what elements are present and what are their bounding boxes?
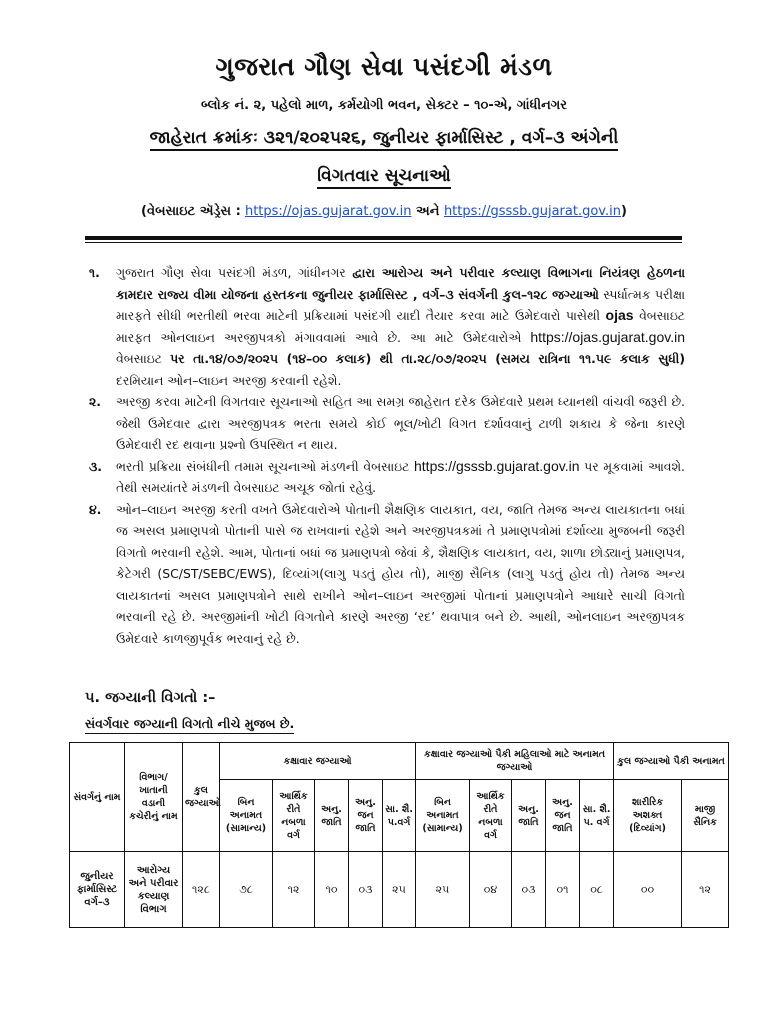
page-title: ગુજરાત ગૌણ સેવા પસંદગી મંડળ bbox=[215, 52, 553, 81]
table-row bbox=[70, 852, 729, 928]
col-total: કુલ જગ્યાઓ bbox=[183, 743, 220, 852]
col-sc: અનુ. જાતિ bbox=[315, 780, 349, 852]
ojas-url: https://ojas.gujarat.gov.in bbox=[530, 328, 685, 345]
cell-women-sc: ૦૩ bbox=[512, 852, 546, 928]
col-st: અનુ. જન જાતિ bbox=[349, 780, 383, 852]
col-women-general: બિન અનામત (સામાન્ય) bbox=[416, 780, 470, 852]
instruction-number: ૪. bbox=[89, 501, 102, 517]
cell-disabled: ૦૦ bbox=[614, 852, 682, 928]
instruction-text: સ્પર્ધાત્મક પરીક્ષા મારફતે સીધી ભરતીથી ભરવા માટેની પ્રક્રિયામાં પસંદગી યાદી તૈયાર કરવા માટે ઉમેદવારો પાસેથી bbox=[116, 286, 685, 323]
ojas-term: ojas bbox=[605, 307, 634, 323]
website-prefix: (વેબસાઇટ ઍડ્રેસ : bbox=[141, 204, 241, 219]
col-women-sc: અનુ. જાતિ bbox=[512, 780, 546, 852]
cell-department: આરોગ્ય અને પરીવાર કલ્યાણ વિભાગ bbox=[125, 852, 183, 928]
cell-total: ૧૨૮ bbox=[183, 852, 220, 928]
instruction-text: પર મૂકવામાં આવશે. તેથી સમયાંતરે મંડળની વેબસાઇટ અચૂક જોતાં રહેવું. bbox=[116, 458, 685, 495]
col-sebc: સા. શૈ. પ.વર્ગ bbox=[383, 780, 416, 852]
instruction-text: ગુજરાત ગૌણ સેવા પસંદગી મંડળ, ગાંધીનગર bbox=[116, 265, 353, 280]
col-ews: આર્થિક રીતે નબળા વર્ગ bbox=[273, 780, 315, 852]
cell-ews: ૧૨ bbox=[273, 852, 315, 928]
instruction-number: ૧. bbox=[89, 265, 100, 280]
notice-title-text: જાહેરાત ક્રમાંકઃ ૩૨૧/૨૦૨૫૨૬, જુનીયર ફાર્માસિસ્ટ , વર્ગ–૩ અંગેની bbox=[150, 128, 619, 151]
col-department: વિભાગ/ ખાતાની વડાની કચેરીનું નામ bbox=[125, 743, 183, 852]
instruction-text: અરજી કરવા માટેની વિગતવાર સૂચનાઓ સહિત આ સમગ્ર જાહેરાત દરેક ઉમેદવારે પ્રથમ ધ્યાનથી વાંચવી જરૂરી છે. જેથી ઉમેદવાર દ્વારા અરજીપત્રક ભરતા સમયે કોઈ ભૂલ/ખોટી વિગત દર્શાવવાનું ટાળી શકાય કે જેના કારણે ઉમેદવારી રદ થવાના પ્રશ્નો ઉપસ્થિત ન થાય. bbox=[116, 394, 685, 452]
application-dates: પર તા.૧૪/૦૭/૨૦૨૫ (૧૪–૦૦ કલાક) થી તા.૨૮/૦૭/૨૦૨૫ (સમય રાત્રિના ૧૧.૫૯ કલાક સુધી) bbox=[170, 351, 685, 366]
col-ex-servicemen: માજી સૈનિક bbox=[682, 780, 729, 852]
gsssb-url: https://gsssb.gujarat.gov.in bbox=[414, 457, 580, 474]
instruction-number: ૩. bbox=[89, 458, 102, 474]
website-suffix: ) bbox=[620, 204, 627, 219]
cell-sc: ૧૦ bbox=[315, 852, 349, 928]
cell-women-sebc: ૦૮ bbox=[580, 852, 614, 928]
divider-thin bbox=[85, 242, 682, 243]
section-heading: ૫. જગ્યાની વિગતો :– bbox=[85, 690, 216, 706]
instruction-4 bbox=[85, 499, 685, 650]
instruction-text: દરમિયાન ઓન–લાઇન અરજી કરવાની રહેશે. bbox=[116, 372, 342, 388]
cell-women-general: ૨૫ bbox=[416, 852, 470, 928]
divider-thick bbox=[85, 236, 682, 240]
table-header-row bbox=[70, 743, 729, 780]
instruction-bold: દ્વારા આરોગ્ય અને પરીવાર કલ્યાણ વિભાગના નિયંત્રણ હેઠળના કામદાર રાજ્ય વીમા યોજના હસ્તકના જુનીયર ફાર્માસિસ્ટ , વર્ગ–૩ સંવર્ગની કુલ–૧૨૮ જગ્યાઓ bbox=[116, 265, 685, 302]
instruction-3 bbox=[85, 456, 685, 499]
website-line bbox=[0, 204, 768, 219]
cell-cadre: જુનીયર ફાર્માસિસ્ટ વર્ગ–૩ bbox=[70, 852, 125, 928]
col-women-sebc: સા. શૈ. પ. વર્ગ bbox=[580, 780, 614, 852]
section-subheading: સંવર્ગવાર જગ્યાની વિગતો નીચે મુજબ છે. bbox=[85, 716, 294, 734]
website-and: અને bbox=[411, 204, 444, 219]
cell-ex-servicemen: ૧૨ bbox=[682, 852, 729, 928]
instructions bbox=[85, 262, 685, 649]
instruction-text: વેબસાઇટ bbox=[116, 351, 171, 366]
notice-subtitle-text: વિગતવાર સૂચનાઓ bbox=[317, 166, 450, 189]
instruction-text: વેબસાઇટ મારફત ઓનલાઇન અરજીપત્રકો મંગાવવામાં આવે છે. આ માટે ઉમેદવારોએ bbox=[116, 308, 686, 345]
vacancy-table bbox=[69, 742, 729, 928]
instruction-1 bbox=[85, 262, 685, 391]
cell-women-st: ૦૧ bbox=[546, 852, 580, 928]
col-group-category: કક્ષાવાર જગ્યાઓ bbox=[220, 743, 416, 780]
instruction-text: ભરતી પ્રક્રિયા સંબંધીની તમામ સૂચનાઓ મંડળની વેબસાઇટ bbox=[116, 458, 414, 474]
instruction-text: ઓન–લાઇન અરજી કરતી વખતે ઉમેદવારોએ પોતાની શૈક્ષણિક લાયકાત, વય, જાતિ તેમજ અન્ય લાયકાતના બધાં જ અસલ પ્રમાણપત્રો પોતાની પાસે જ રાખવાનાં રહેશે અને અરજીપત્રકમાં તે પ્રમાણપત્રોમાં દર્શાવ્યા મુજબની જરૂરી વિગતો ભરવાની રહેશે. આમ, પોતાનાં બધાં જ પ્રમાણપત્રો જેવાં કે, શૈક્ષણિક લાયકાત, વય, શાળા છોડ્યાનું પ્રમાણપત્ર, કેટેગરી (SC/ST/SEBC/EWS), દિવ્યાંગ(લાગુ પડતું હોય તો), માજી સૈનિક (લાગુ પડતું હોય તો) તેમજ અન્ય લાયકાતનાં અસલ પ્રમાણપત્રોને સાથે રાખીને ઓન–લાઇન અરજીમાં પોતાનાં પ્રમાણપત્રોને આધારે સાચી વિગતો ભરવાની રહે છે. અરજીમાંની ખોટી વિગતોને કારણે અરજી ‘રદ’ થવાપાત્ર બને છે. આથી, ઓનલાઇન અરજીપત્રક ઉમેદવારે કાળજીપૂર્વક ભરવાનું રહે છે. bbox=[116, 501, 685, 646]
col-general: બિન અનામત (સામાન્ય) bbox=[220, 780, 273, 852]
cell-women-ews: ૦૪ bbox=[470, 852, 512, 928]
notice-title bbox=[0, 128, 768, 148]
col-women-ews: આર્થિક રીતે નબળા વર્ગ bbox=[470, 780, 512, 852]
office-address: બ્લોક નં. ૨, પહેલો માળ, કર્મયોગી ભવન, સેક્ટર – ૧૦-એ, ગાંધીનગર bbox=[200, 98, 568, 113]
instruction-number: ૨. bbox=[89, 394, 101, 409]
instruction-2 bbox=[85, 391, 685, 456]
col-group-reserved: કુલ જગ્યાઓ પૈકી અનામત bbox=[614, 743, 729, 780]
cell-sebc: ૨૫ bbox=[383, 852, 416, 928]
gsssb-link[interactable]: https://gsssb.gujarat.gov.in bbox=[443, 204, 621, 219]
col-women-st: અનુ. જન જાતિ bbox=[546, 780, 580, 852]
col-cadre: સંવર્ગનું નામ bbox=[70, 743, 125, 852]
cell-st: ૦૩ bbox=[349, 852, 383, 928]
ojas-link[interactable]: https://ojas.gujarat.gov.in bbox=[244, 204, 412, 219]
notice-subtitle bbox=[0, 166, 768, 186]
col-group-women: કક્ષાવાર જગ્યાઓ પૈકી મહિલાઓ માટે અનામત જગ્યાઓ bbox=[416, 743, 614, 780]
cell-general: ૭૮ bbox=[220, 852, 273, 928]
col-disabled: શારીરિક અશક્ત (દિવ્યાંગ) bbox=[614, 780, 682, 852]
